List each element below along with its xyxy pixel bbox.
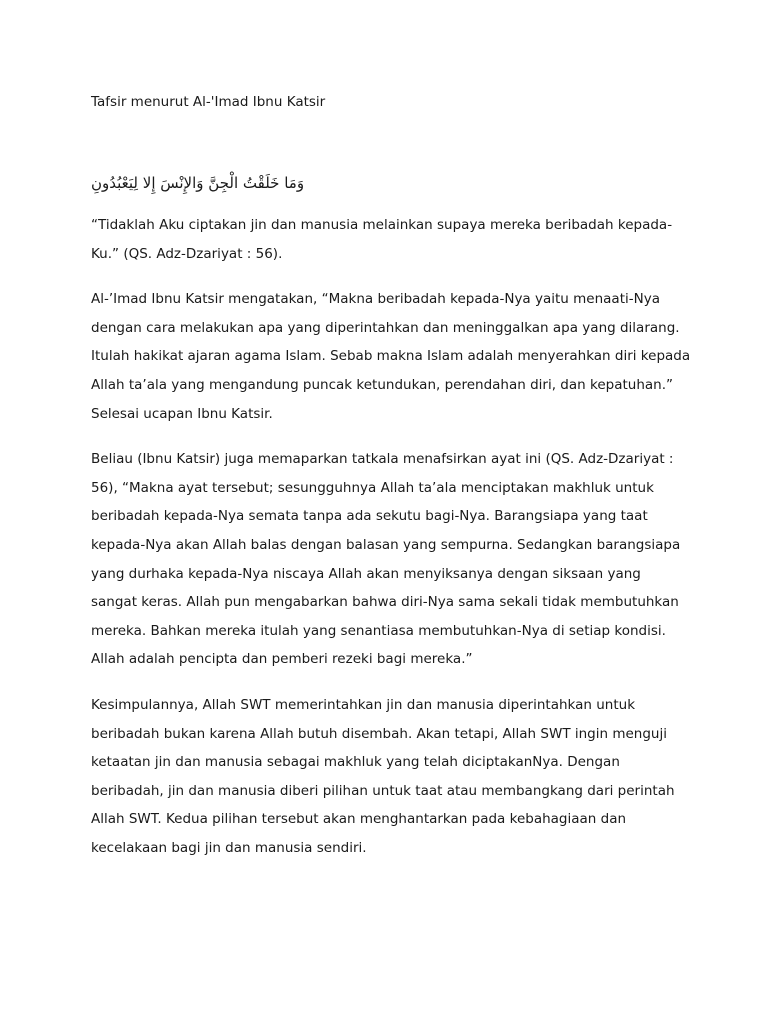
document-content: [91, 92, 691, 856]
paragraph-translation: “Tidaklah Aku ciptakan jin dan manusia melainkan supaya mereka beribadah kepada-Ku.” (QS. Adz-Dzariyat : 56).: [91, 217, 673, 262]
document-title: Tafsir menurut Al-'Imad Ibnu Katsir: [91, 94, 326, 110]
paragraph-tafsir-explanation: Beliau (Ibnu Katsir) juga memaparkan tatkala menafsirkan ayat ini (QS. Adz-Dzariyat : 56), “Makna ayat tersebut; sesungguhnya Allah ta’ala menciptakan makhluk untuk beribadah kepada-Nya semata tanpa ada sekutu bagi-Nya. Barangsiapa yang taat kepada-Nya akan Allah balas dengan balasan yang sempurna. Sedangkan barangsiapa yang durhaka kepada-Nya niscaya Allah akan menyiksanya dengan siksaan yang sangat keras. Allah pun mengabarkan bahwa diri-Nya sama sekali tidak membutuhkan mereka. Bahkan mereka itulah yang senantiasa membutuhkan-Nya di setiap kondisi. Allah adalah pencipta dan pemberi rezeki bagi mereka.”: [91, 451, 681, 668]
paragraph-conclusion: Kesimpulannya, Allah SWT memerintahkan jin dan manusia diperintahkan untuk beribadah bukan karena Allah butuh disembah. Akan tetapi, Allah SWT ingin menguji ketaatan jin dan manusia sebagai makhluk yang telah diciptakanNya. Dengan beribadah, jin dan manusia diberi pilihan untuk taat atau membangkang dari perintah Allah SWT. Kedua pilihan tersebut akan menghantarkan pada kebahagiaan dan kecelakaan bagi jin dan manusia sendiri.: [91, 696, 675, 856]
arabic-verse-text: وَمَا خَلَقْتُ الْجِنَّ وَالإِنْسَ إِلا لِيَعْبُدُونِ: [91, 174, 305, 192]
document-body: [91, 211, 691, 879]
paragraph-ibnu-katsir-quote: Al-’Imad Ibnu Katsir mengatakan, “Makna beribadah kepada-Nya yaitu menaati-Nya dengan cara melakukan apa yang diperintahkan dan meninggalkan apa yang dilarang. Itulah hakikat ajaran agama Islam. Sebab makna Islam adalah menyerahkan diri kepada Allah ta’ala yang mengandung puncak ketundukan, perendahan diri, dan kepatuhan.” Selesai ucapan Ibnu Katsir.: [91, 291, 691, 422]
arabic-verse: [91, 172, 691, 194]
